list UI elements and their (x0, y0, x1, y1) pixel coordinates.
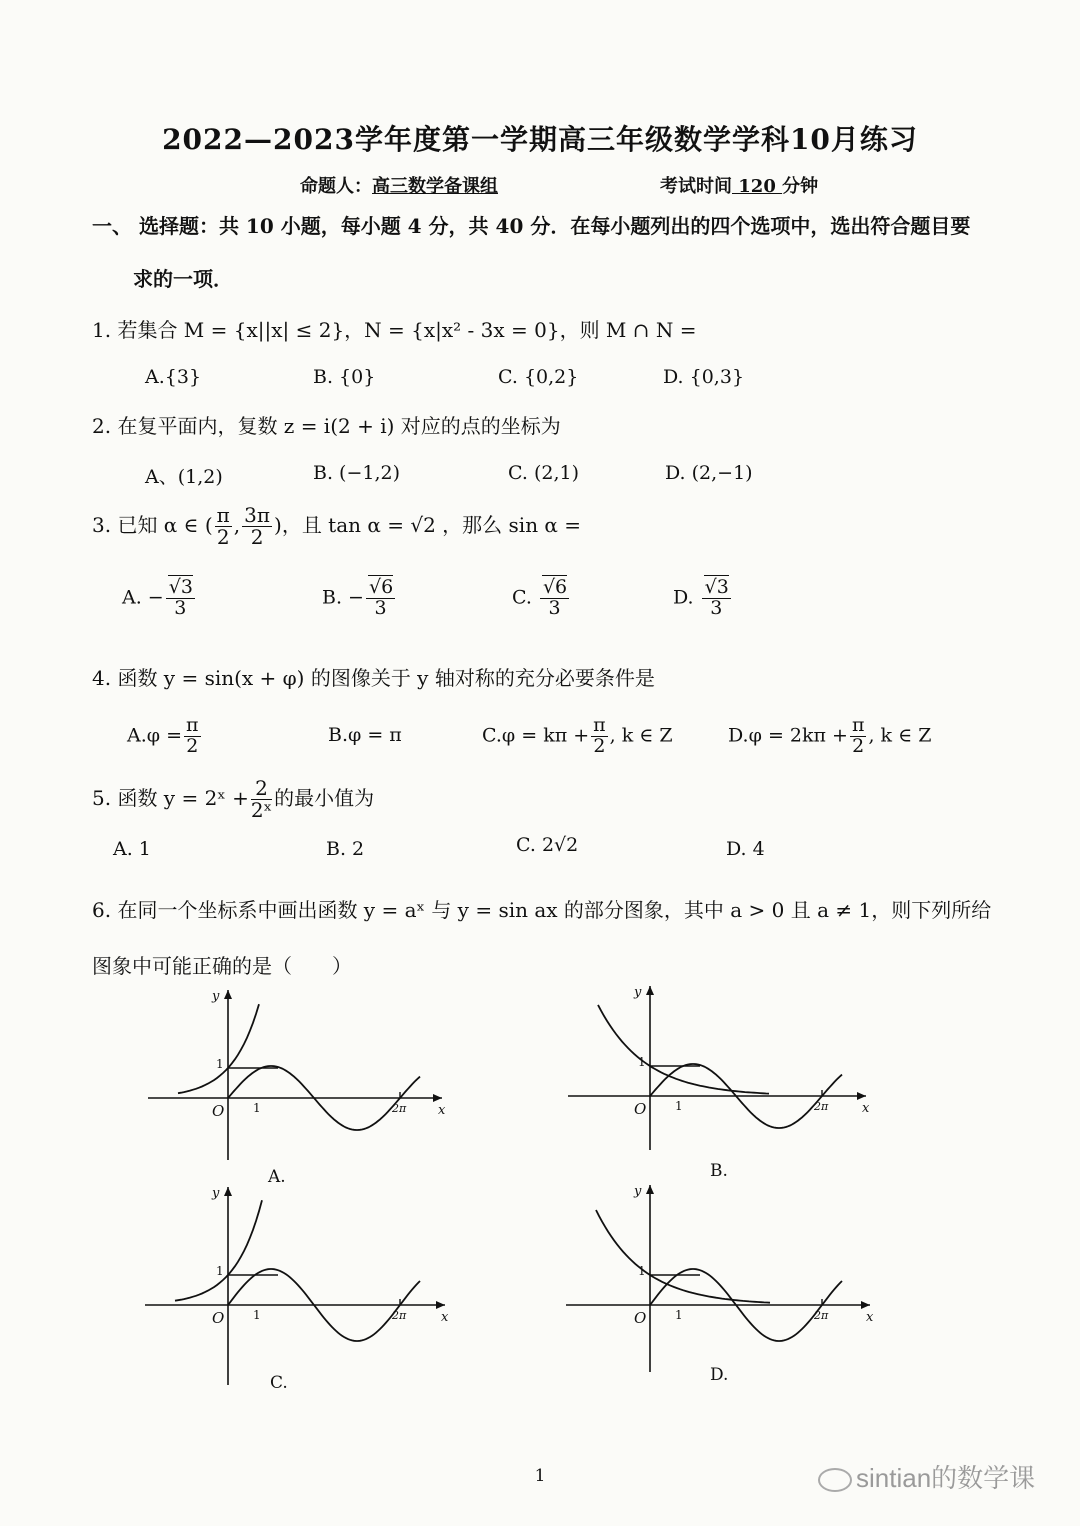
graph-b-y-arrow-icon (646, 986, 654, 995)
graph-c-tick-1-label: 1 (253, 1308, 261, 1322)
sqrt-3: √3 (168, 576, 193, 598)
q6-stem-line1: 6. 在同一个坐标系中画出函数 y = aˣ 与 y = sin ax 的部分图象，其中 a > 0 且 a ≠ 1，则下列所给 (92, 898, 992, 922)
graph-a-origin-label: O (212, 1102, 225, 1120)
graph-b-y-label: y (634, 985, 642, 1000)
time-label: 考试时间 (660, 176, 732, 197)
graph-a-y-tick-1-label: 1 (216, 1057, 224, 1071)
graph-b-tick-2pi-label: 2π (814, 1100, 829, 1113)
graph-a-exp-curve (178, 1004, 259, 1093)
q2-option-d: D. (2,−1) (665, 462, 753, 484)
graph-b-exp-curve (598, 1005, 769, 1094)
q4-stem: 4. 函数 y = sin(x + φ) 的图像关于 y 轴对称的充分必要条件是 (92, 666, 655, 690)
graph-d-y-arrow-icon (646, 1185, 654, 1194)
graph-d-y-tick-1-label: 1 (638, 1264, 646, 1278)
graph-a-x-label: x (438, 1103, 446, 1118)
graph-d-tick-1-label: 1 (675, 1308, 683, 1322)
time-unit: 分钟 (782, 176, 819, 197)
graph-c-caption: C. (270, 1373, 288, 1393)
frac-num: π (851, 714, 865, 736)
author-label: 命题人： (300, 176, 372, 197)
frac-num: π (216, 503, 230, 527)
q5-option-b: B. 2 (326, 838, 365, 860)
graph-c-y-label: y (212, 1186, 220, 1201)
graph-d-exp-curve (596, 1210, 770, 1303)
frac-den: 2 (216, 525, 230, 549)
frac-num: 3π (244, 503, 271, 527)
q5-option-c: C. 2√2 (516, 834, 579, 856)
frac-den: 3 (174, 596, 187, 619)
section-heading-line2: 求的一项． (133, 267, 233, 291)
watermark (818, 1458, 1035, 1495)
q3-stem-end: )，且 tan α = √2 ，那么 sin α = (274, 513, 582, 537)
q5-option-d: D. 4 (726, 838, 765, 860)
q3-stem: 3. 已知 α ∈ ( $\frac{\pi}{2}$ , $\frac{3\pi}{2}$ )，且 tan α = √2 ，那么 sin α = (92, 503, 582, 549)
watermark-text: sintian的数学课 (856, 1463, 1036, 1493)
frac-den: 3 (710, 596, 723, 619)
option-label: A. − (122, 586, 164, 609)
q5-stem-start: 5. 函数 y = 2ˣ + (92, 786, 249, 810)
graph-c-tick-2pi-label: 2π (392, 1309, 407, 1322)
graph-a-x-arrow-icon (433, 1094, 442, 1102)
q5-stem-end: 的最小值为 (274, 786, 375, 810)
graph-c-origin-label: O (212, 1309, 225, 1327)
graph-d-origin-label: O (634, 1309, 647, 1327)
frac-den: 2 (593, 734, 606, 757)
option-label: A.φ = (127, 724, 183, 747)
time-value: 120 (732, 176, 783, 197)
q2-option-c: C. (2,1) (508, 462, 579, 484)
page-number: 1 (534, 1466, 546, 1486)
q1-option-b: B. {0} (313, 366, 376, 388)
wechat-icon (818, 1468, 852, 1492)
q1-option-c: C. {0,2} (498, 366, 579, 388)
graph-c-exp-curve (175, 1200, 262, 1300)
sqrt-6: √6 (368, 576, 394, 598)
option-label: C.φ = kπ + (482, 724, 590, 747)
option-tail: , k ∈ Z (609, 724, 673, 747)
frac-num: π (593, 714, 606, 736)
q2-option-b: B. (−1,2) (313, 462, 401, 484)
q1-option-a: A.{3} (145, 366, 202, 388)
graph-a-y-arrow-icon (224, 990, 232, 999)
q1-option-d: D. {0,3} (663, 366, 745, 388)
option-label: B. − (322, 586, 364, 609)
graph-d-caption: D. (710, 1365, 729, 1385)
option-label: D.φ = 2kπ + (728, 724, 848, 747)
sqrt-3: √3 (704, 576, 729, 598)
graph-c-y-tick-1-label: 1 (216, 1264, 224, 1278)
graph-a-tick-1-label: 1 (253, 1101, 261, 1115)
frac-den: 2ˣ (250, 798, 273, 822)
frac-den: 2 (852, 734, 865, 757)
graph-b-y-tick-1-label: 1 (638, 1055, 646, 1069)
frac-den: 2 (250, 525, 264, 549)
option-label: D. (673, 586, 694, 609)
author-value: 高三数学备课组 (372, 176, 498, 197)
option-tail: , k ∈ Z (868, 724, 932, 747)
graph-b-caption: B. (710, 1161, 728, 1181)
graph-a-tick-2pi-label: 2π (392, 1102, 407, 1115)
q1-stem: 1. 若集合 M = {x||x| ≤ 2}，N = {x|x² - 3x = 0}，则 M ∩ N = (92, 318, 697, 342)
frac-den: 3 (548, 596, 561, 619)
graph-b-x-arrow-icon (857, 1092, 866, 1100)
graph-c-y-arrow-icon (224, 1187, 232, 1196)
graph-c-x-label: x (441, 1310, 449, 1325)
frac-den: 2 (186, 734, 199, 757)
frac-den: 3 (374, 596, 387, 619)
frac-num: 2 (251, 778, 272, 800)
graph-d-y-label: y (634, 1184, 642, 1199)
graph-d-tick-2pi-label: 2π (814, 1309, 829, 1322)
q2-option-a: A、(1,2) (145, 466, 223, 488)
q5-option-a: A. 1 (113, 838, 151, 860)
graph-c-x-arrow-icon (436, 1301, 445, 1309)
frac-num: π (186, 714, 199, 736)
graph-b-tick-1-label: 1 (675, 1099, 683, 1113)
section-heading-line1: 一、 选择题：共 10 小题，每小题 4 分，共 40 分．在每小题列出的四个选项中，选出符合题目要 (92, 214, 971, 238)
graph-a-caption: A. (268, 1167, 286, 1187)
graph-a-y-label: y (212, 989, 220, 1004)
graph-d-x-arrow-icon (861, 1301, 870, 1309)
sqrt-6: √6 (542, 576, 568, 598)
graph-b-x-label: x (862, 1101, 870, 1116)
q4-option-b: B.φ = π (328, 724, 402, 746)
q2-stem: 2. 在复平面内，复数 z = i(2 + i) 对应的点的坐标为 (92, 414, 561, 438)
graph-d-x-label: x (866, 1310, 874, 1325)
option-label: C. (512, 586, 532, 609)
q6-stem-line2: 图象中可能正确的是（ ） (92, 954, 352, 978)
page-title: 2022—2023学年度第一学期高三年级数学学科10月练习 (162, 123, 918, 156)
q3-stem-start: 3. 已知 α ∈ ( (92, 513, 213, 537)
graph-b-origin-label: O (634, 1100, 647, 1118)
